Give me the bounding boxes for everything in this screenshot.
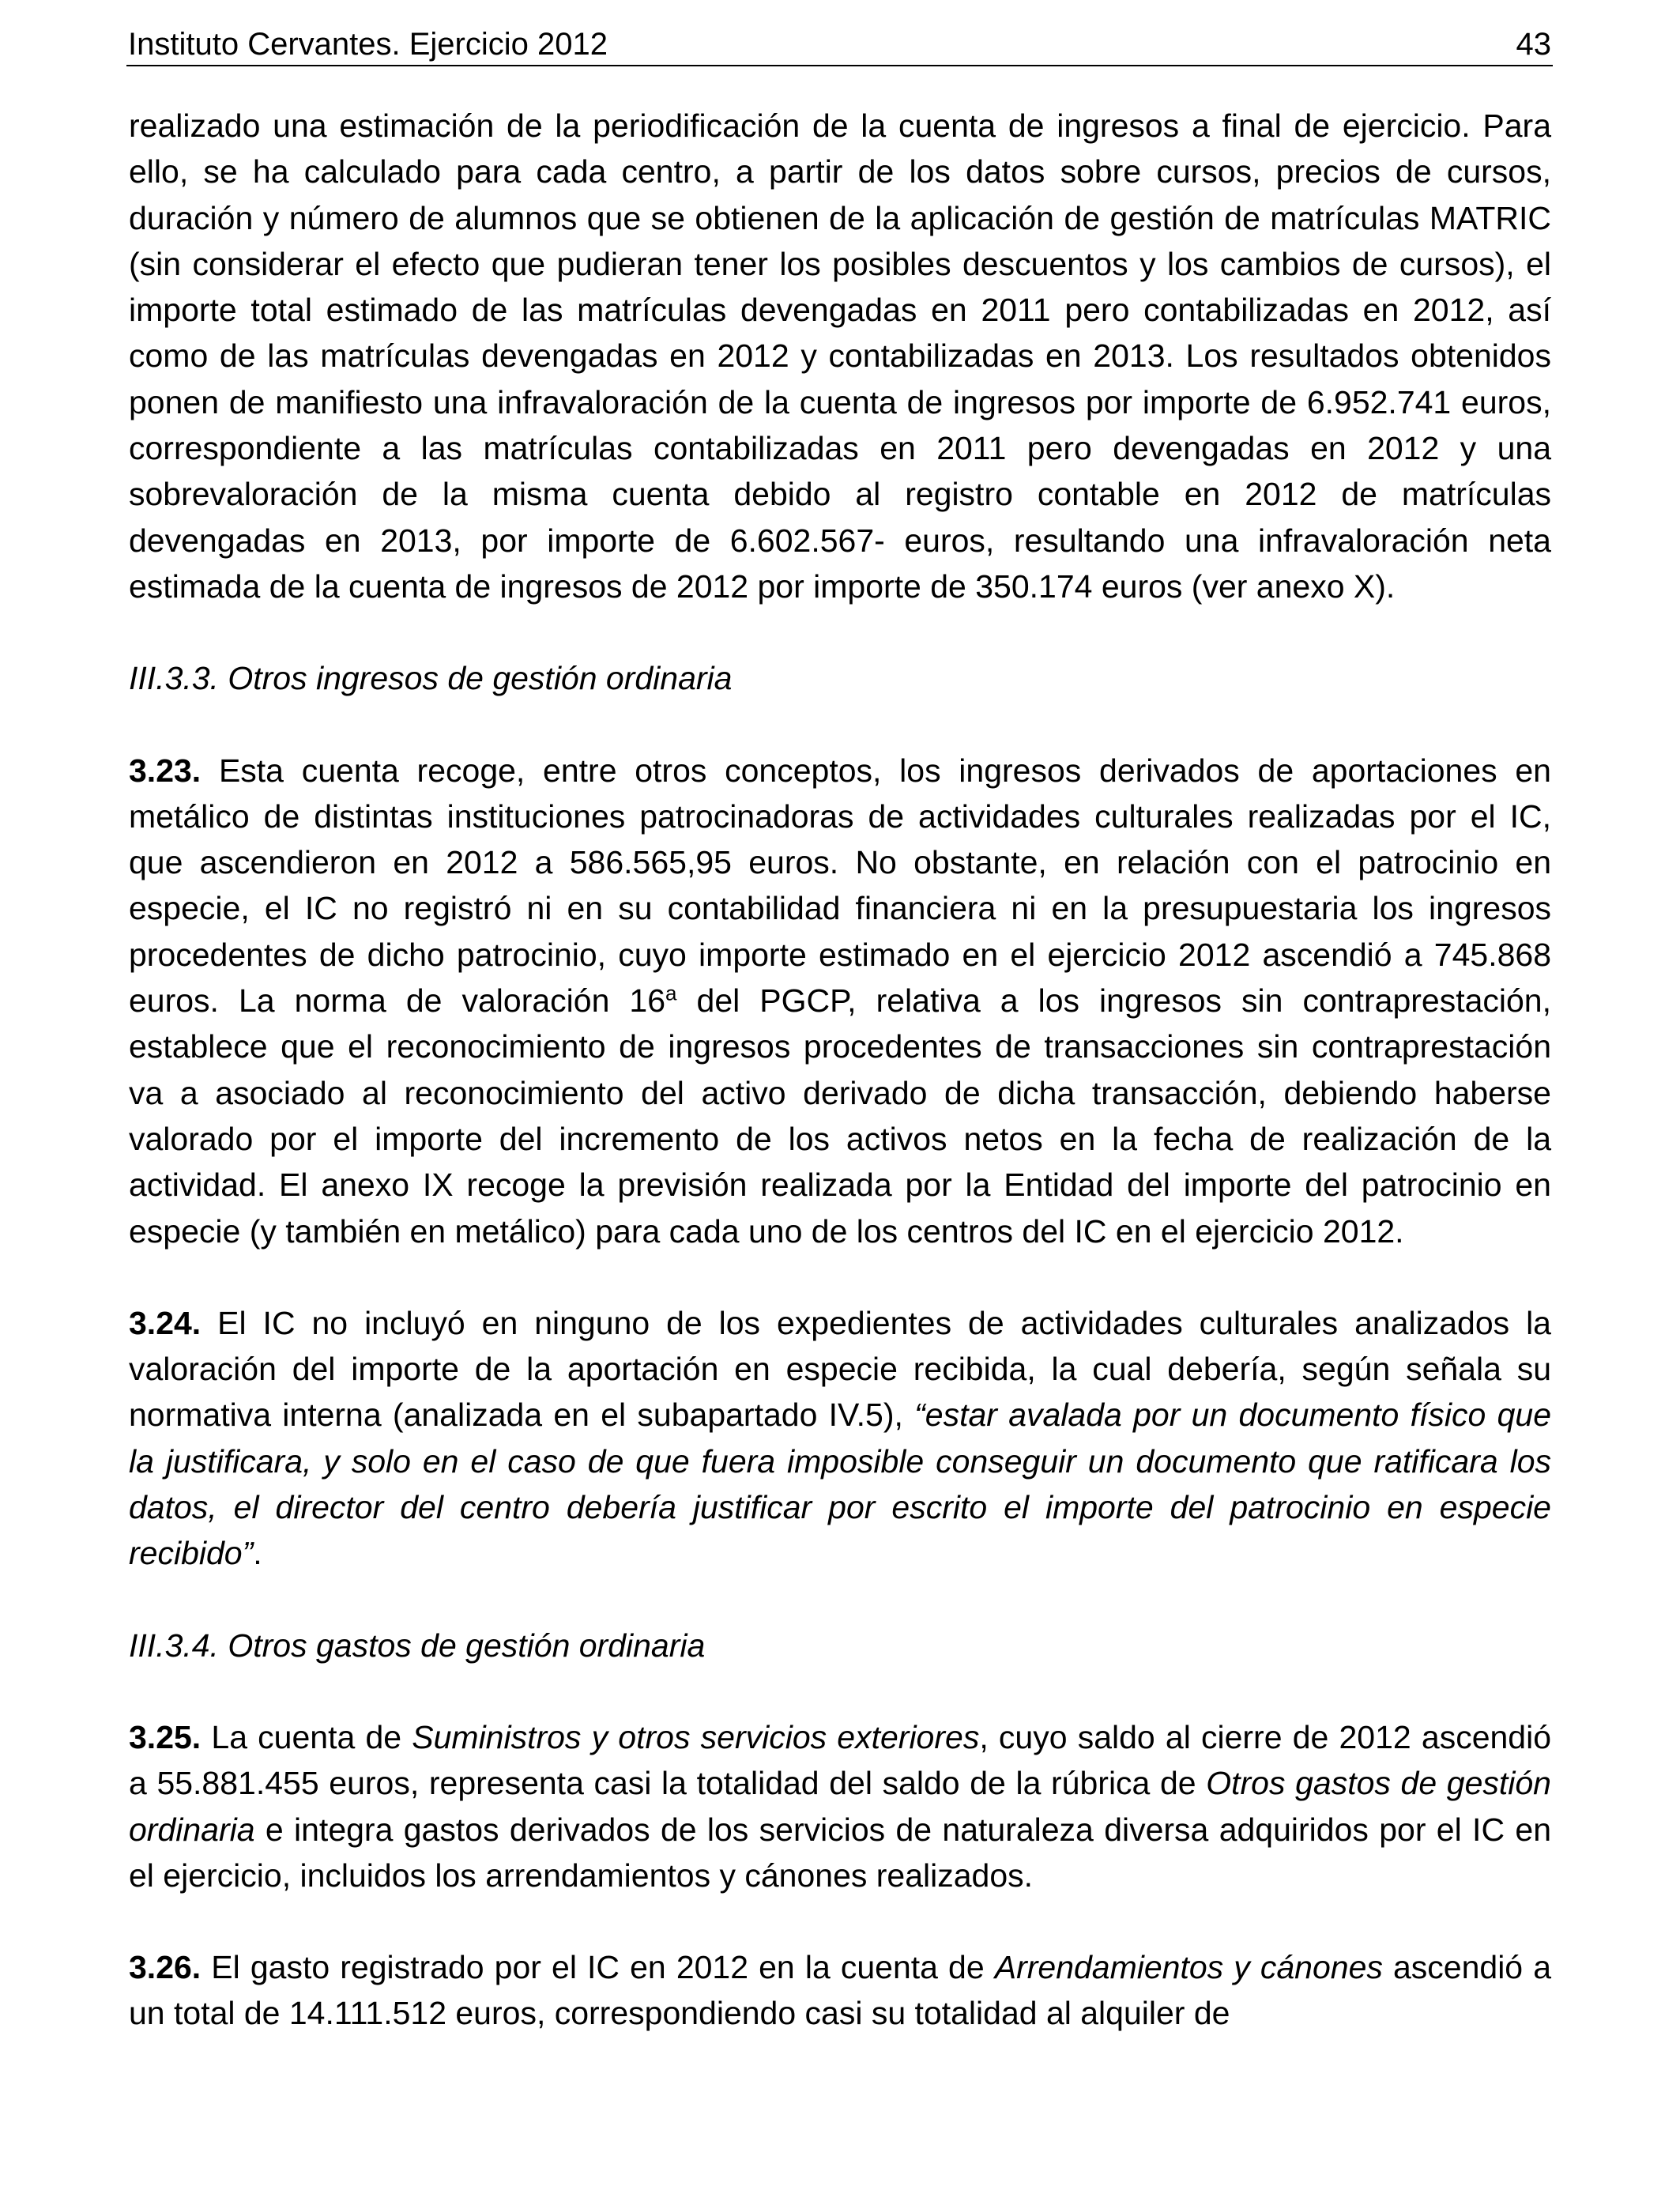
paragraph-3-25	[129, 1714, 1551, 1898]
paragraph-3-24	[129, 1300, 1551, 1577]
paragraph-text: ascendió a un total de 14.111.512 euros, correspondiendo casi su totalidad al alquiler de	[129, 1949, 1552, 2032]
paragraph-end: .	[253, 1535, 262, 1572]
paragraph-text: e integra gastos derivados de los servicios de naturaleza diversa adquiridos por el IC en el ejercicio, incluidos los arrendamientos y cánones realizados.	[129, 1811, 1551, 1894]
paragraph-3-23	[129, 748, 1551, 1254]
superscript: a	[665, 981, 677, 1005]
paragraph-3-26	[129, 1944, 1551, 2037]
paragraph-continuation	[129, 103, 1551, 609]
paragraph-number: 3.23.	[129, 752, 202, 789]
paragraph-number: 3.25.	[129, 1718, 202, 1755]
italic-quote: “estar avalada por un documento físico que la justificara, y solo en el caso de que fuera imposible conseguir un documento que ratificara los datos, el director del centro debería justificar por escrito el importe del patrocinio en especie recibido”	[129, 1397, 1551, 1572]
italic-term: Otros gastos de gestión ordinaria	[129, 1765, 1551, 1848]
section-heading-3-3-3: III.3.3. Otros ingresos de gestión ordinaria	[129, 660, 733, 697]
paragraph-text: El IC no incluyó en ninguno de los expedientes de actividades culturales analizados la valoración del importe de la aportación en especie recibida, la cual debería, según señala su normativa interna (analizada en el subapartado IV.5),	[129, 1304, 1551, 1434]
paragraph-text: La cuenta de	[201, 1718, 412, 1755]
paragraph-text: Esta cuenta recoge, entre otros conceptos, los ingresos derivados de aportaciones en metálico de distintas instituciones patrocinadoras de actividades culturales realizadas por el IC, que ascendieron en 2012 a 586.565,95 euros. No obstante, en relación con el patrocinio en especie, el IC no registró ni en su contabilidad financiera ni en la presupuestaria los ingresos procedentes de dicho patrocinio, cuyo importe estimado en el ejercicio 2012 ascendió a 745.868 euros. La norma de valoración 16	[129, 752, 1551, 1020]
page-number: 43	[1516, 27, 1551, 62]
header-title: Instituto Cervantes. Ejercicio 2012	[128, 27, 608, 62]
paragraph-number: 3.26.	[129, 1949, 202, 1986]
section-heading-3-3-4: III.3.4. Otros gastos de gestión ordinaria	[129, 1627, 706, 1664]
paragraph-text: realizado una estimación de la periodificación de la cuenta de ingresos a final de ejercicio. Para ello, se ha calculado para cada centro, a partir de los datos sobre cursos, precios de cursos, duración y número de alumnos que se obtienen de la aplicación de gestión de matrículas MATRIC (sin considerar el efecto que pudieran tener los posibles descuentos y los cambios de cursos), el importe total estimado de las matrículas devengadas en 2011 pero contabilizadas en 2012, así como de las matrículas devengadas en 2012 y contabilizadas en 2013. Los resultados obtenidos ponen de manifiesto una infravaloración de la cuenta de ingresos por importe de 6.952.741 euros, correspondiente a las matrículas contabilizadas en 2011 pero devengadas en 2012 y una sobrevaloración de la misma cuenta debido al registro contable en 2012 de matrículas devengadas en 2013, por importe de 6.602.567- euros, resultando una infravaloración neta estimada de la cuenta de ingresos de 2012 por importe de 350.174 euros (ver anexo X).	[129, 107, 1551, 605]
paragraph-text: del PGCP, relativa a los ingresos sin contraprestación, establece que el reconocimiento de ingresos procedentes de transacciones sin contraprestación va a asociado al reconocimiento del activo derivado de dicha transacción, debiendo haberse valorado por el importe del incremento de los activos netos en la fecha de realización de la actividad. El anexo IX recoge la previsión realizada por la Entidad del importe del patrocinio en especie (y también en metálico) para cada uno de los centros del IC en el ejercicio 2012.	[129, 982, 1551, 1250]
italic-term: Suministros y otros servicios exteriores	[412, 1718, 980, 1755]
paragraph-text: , cuyo saldo al cierre de 2012 ascendió a 55.881.455 euros, representa casi la totalidad del saldo de la rúbrica de	[129, 1718, 1552, 1802]
paragraph-text: El gasto registrado por el IC en 2012 en la cuenta de	[201, 1949, 995, 1986]
document-body	[129, 103, 1551, 2037]
page-header	[126, 24, 1553, 66]
paragraph-number: 3.24.	[129, 1304, 202, 1341]
italic-term: Arrendamientos y cánones	[994, 1949, 1383, 1986]
